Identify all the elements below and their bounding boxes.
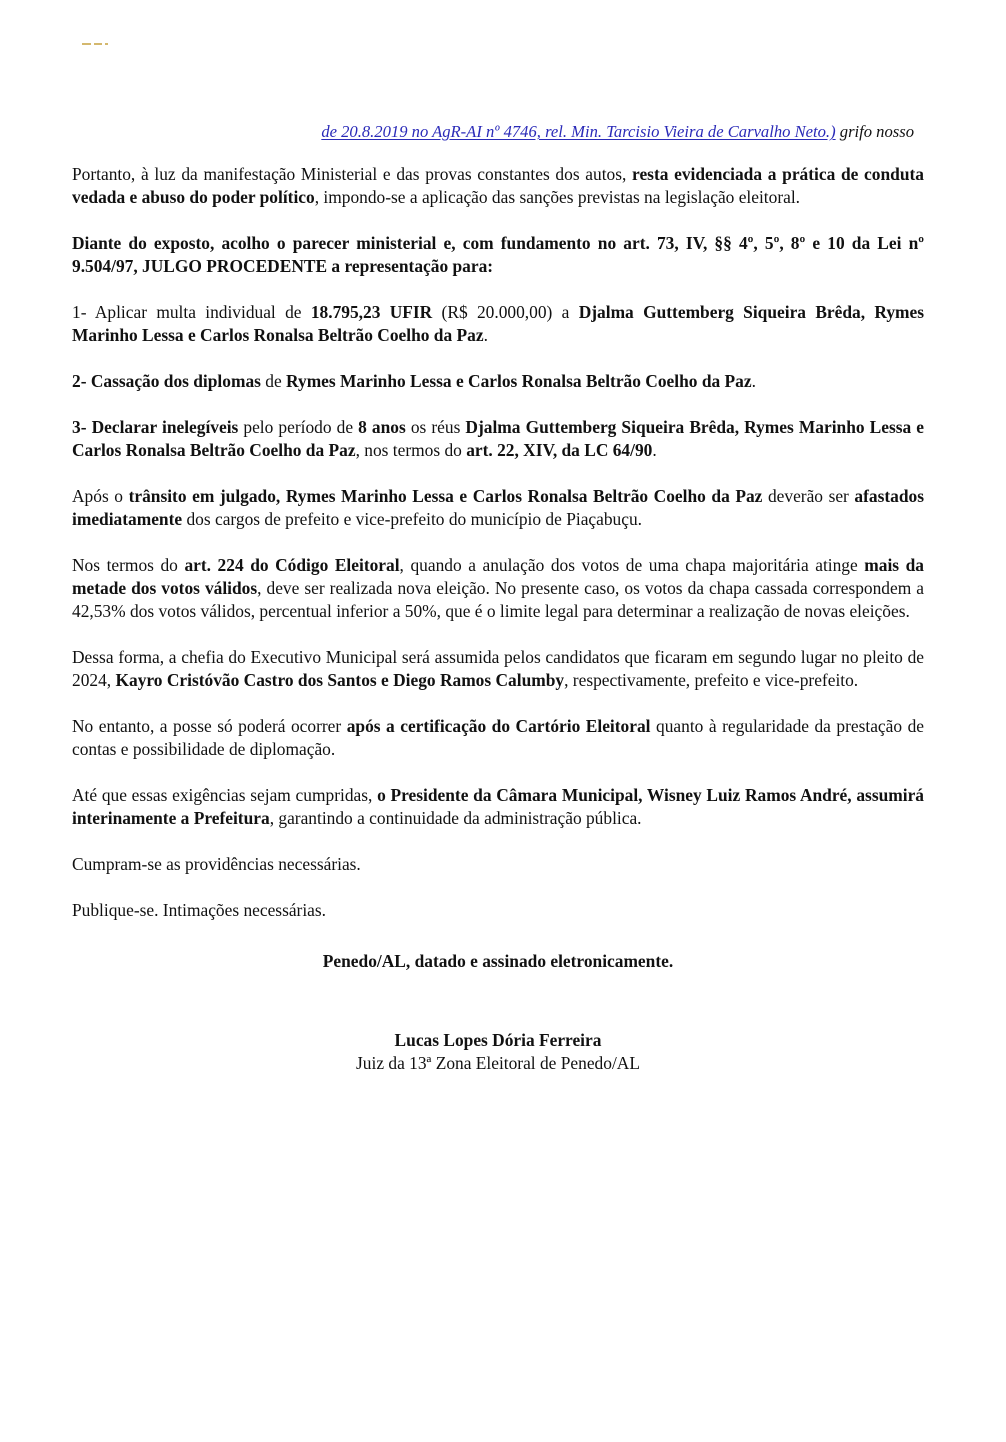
bold-run: 3- Declarar inelegíveis — [72, 417, 239, 437]
text-run: Após o — [72, 486, 129, 506]
text-run: . — [483, 325, 488, 345]
text-run: os réus — [405, 417, 466, 437]
paragraph-item-2-cassation — [72, 370, 924, 393]
paragraph-interim — [72, 784, 924, 830]
citation-note: grifo nosso — [839, 122, 914, 141]
text-run: (R$ 20.000,00) a — [432, 302, 579, 322]
text-run: , deve ser realizada nova eleição. No presente caso, os votos da chapa cassada correspondem a 42,53% dos votos válidos, percentual inferior a 50%, que é o limite legal para determinar a realização de novas eleições. — [72, 578, 924, 621]
closing-line: Penedo/AL, datado e assinado eletronicamente. — [322, 951, 674, 971]
citation-line — [72, 120, 914, 143]
bold-run: Djalma Guttemberg Siqueira Brêda, Rymes Marinho Lessa e Carlos Ronalsa Beltrão Coelho da Paz — [72, 417, 924, 460]
text-run: , respectivamente, prefeito e vice-prefeito. — [564, 670, 859, 690]
bold-run: resta evidenciada a prática de conduta vedada e abuso do poder político — [72, 164, 924, 207]
bold-run: 2- Cassação dos diplomas — [72, 371, 261, 391]
text-run: dos cargos de prefeito e vice-prefeito do município de Piaçabuçu. — [182, 509, 643, 529]
bold-run: trânsito em julgado, Rymes Marinho Lessa e Carlos Ronalsa Beltrão Coelho da Paz — [128, 486, 763, 506]
paragraph-comply — [72, 853, 924, 876]
bold-run: art. 224 do Código Eleitoral — [184, 555, 400, 575]
signature-name: Lucas Lopes Dória Ferreira — [394, 1030, 602, 1050]
text-run: quanto à regularidade da prestação de contas e possibilidade de diplomação. — [72, 716, 924, 759]
text-run: , garantindo a continuidade da administração pública. — [269, 808, 642, 828]
paragraph-art-224 — [72, 554, 924, 623]
paragraph-inauguration — [72, 715, 924, 761]
text-run: Publique-se. Intimações necessárias. — [72, 900, 327, 920]
bold-run: após a certificação do Cartório Eleitoral — [346, 716, 651, 736]
text-run: , quando a anulação dos votos de uma chapa majoritária atinge — [399, 555, 865, 575]
text-run: . — [751, 371, 756, 391]
text-run: Nos termos do — [72, 555, 185, 575]
text-run: , impondo-se a aplicação das sanções previstas na legislação eleitoral. — [314, 187, 801, 207]
bold-run: afastados imediatamente — [72, 486, 924, 529]
bold-run: o Presidente da Câmara Municipal, Wisney Luiz Ramos André, assumirá interinamente a Prefeitura — [72, 785, 924, 828]
text-run: Cumpram-se as providências necessárias. — [72, 854, 361, 874]
paragraph-dispositive — [72, 232, 924, 278]
corner-mark-icon — [82, 40, 112, 48]
text-run: pelo período de — [238, 417, 359, 437]
bold-run: Rymes Marinho Lessa e Carlos Ronalsa Beltrão Coelho da Paz — [286, 371, 752, 391]
bold-run: art. 22, XIV, da LC 64/90 — [466, 440, 653, 460]
bold-run: Djalma Guttemberg Siqueira Brêda, Rymes Marinho Lessa e Carlos Ronalsa Beltrão Coelho da Paz — [72, 302, 925, 345]
document-body — [72, 120, 924, 1075]
bold-run: 18.795,23 UFIR — [310, 302, 433, 322]
signature-role: Juiz da 13ª Zona Eleitoral de Penedo/AL — [356, 1053, 640, 1073]
text-run: Portanto, à luz da manifestação Ministerial e das provas constantes dos autos, — [72, 164, 633, 184]
paragraph-conclusion — [72, 163, 924, 209]
text-run: Até que essas exigências sejam cumpridas, — [72, 785, 378, 805]
paragraph-item-3-ineligibility — [72, 416, 924, 462]
bold-run: 8 anos — [358, 417, 406, 437]
paragraph-succession — [72, 646, 924, 692]
paragraph-item-1-fine — [72, 301, 924, 347]
signature-block — [72, 1029, 924, 1075]
paragraph-publish — [72, 899, 924, 922]
text-run: de — [260, 371, 287, 391]
text-run: . — [652, 440, 657, 460]
text-run: Dessa forma, a chefia do Executivo Municipal será assumida pelos candidatos que ficaram em segundo lugar no pleito de 2024, — [72, 647, 924, 690]
paragraph-removal — [72, 485, 924, 531]
text-run: , nos termos do — [355, 440, 467, 460]
bold-run: Kayro Cristóvão Castro dos Santos e Diego Ramos Calumby — [115, 670, 565, 690]
bold-run: Diante do exposto, acolho o parecer ministerial e, com fundamento no art. 73, IV, §§ 4º, 5º, 8º e 10 da Lei nº 9.504/97, JULGO PROCEDENTE a representação para: — [72, 233, 924, 276]
citation-link[interactable]: de 20.8.2019 no AgR-AI nº 4746, rel. Min. Tarcisio Vieira de Carvalho Neto.) — [321, 122, 836, 141]
text-run: No entanto, a posse só poderá ocorrer — [72, 716, 347, 736]
text-run: 1- Aplicar multa individual de — [72, 302, 311, 322]
text-run: deverão ser — [762, 486, 855, 506]
bold-run: mais da metade dos votos válidos — [72, 555, 925, 598]
